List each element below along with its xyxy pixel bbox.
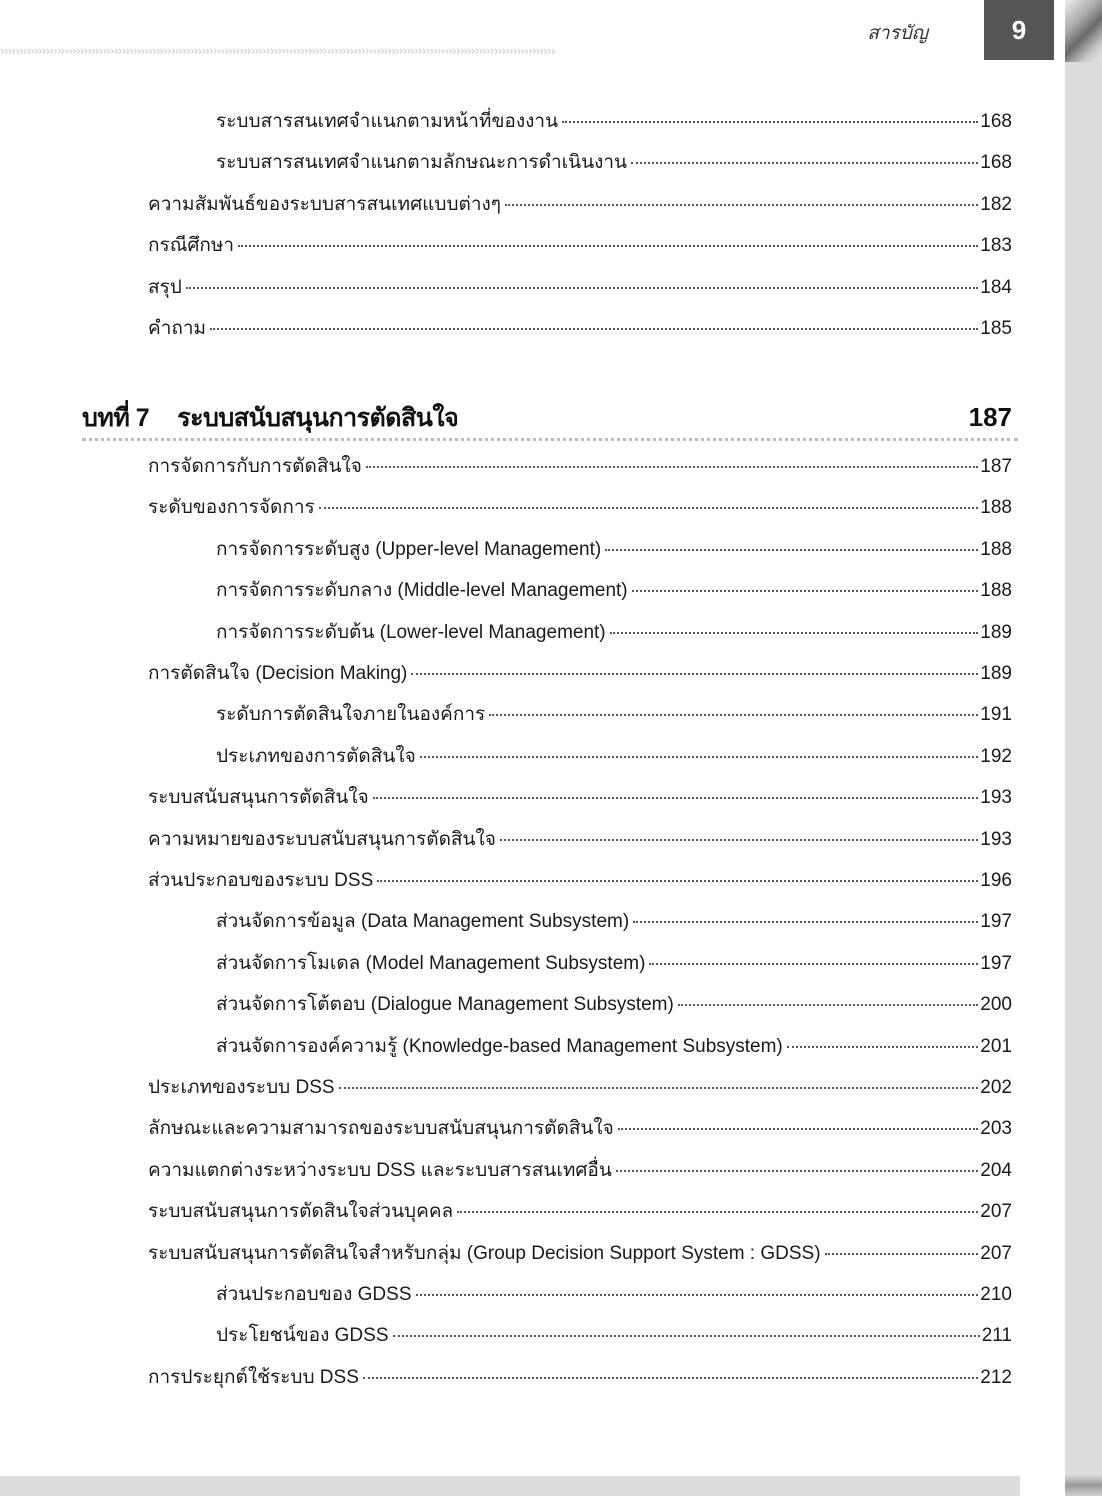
- toc-entry-label: ระบบสนับสนุนการตัดสินใจส่วนบุคคล: [148, 1201, 454, 1223]
- toc-entry-page: 210: [980, 1284, 1012, 1305]
- toc-dot-leader: [632, 590, 979, 592]
- toc-dot-leader: [505, 204, 978, 206]
- toc-entry-label: ส่วนประกอบของ GDSS: [216, 1284, 412, 1305]
- toc-entry-label: ความหมายของระบบสนับสนุนการตัดสินใจ: [148, 828, 496, 850]
- toc-entry: [148, 824, 1012, 852]
- toc-entry-page: 204: [980, 1159, 1012, 1181]
- toc-entry-label: การตัดสินใจ (Decision Making): [148, 663, 408, 684]
- toc-entry-page: 203: [980, 1118, 1012, 1140]
- toc-entry-page: 197: [980, 952, 1012, 974]
- toc-entry-label: การจัดการระดับต้น (Lower-level Management): [216, 621, 606, 643]
- toc-entry: [148, 492, 1012, 520]
- toc-entry-page: 182: [980, 193, 1012, 215]
- toc-entry-label: ระดับของการจัดการ: [148, 497, 315, 519]
- toc-entry-label: ระบบสนับสนุนการตัดสินใจสำหรับกลุ่ม (Group Decision Support System : GDSS): [148, 1242, 821, 1264]
- chapter-page: 187: [968, 402, 1012, 432]
- toc-entry-label: ส่วนจัดการโมเดล (Model Management Subsystem): [216, 952, 646, 974]
- toc-entry: [148, 230, 1012, 258]
- page-edge-strip: [1065, 0, 1102, 1496]
- bottom-bar: [0, 1476, 1020, 1496]
- toc-entry-page: 185: [980, 318, 1012, 339]
- toc-entry-page: 168: [980, 152, 1012, 174]
- toc-entry: [148, 865, 1012, 893]
- toc-entry-page: 188: [980, 538, 1012, 560]
- toc-entry-page: 196: [980, 870, 1012, 891]
- toc-dot-leader: [416, 1294, 979, 1296]
- toc-entry-label: ระบบสารสนเทศจำแนกตามหน้าที่ของงาน: [216, 111, 559, 132]
- header-chevron-divider: ››››››››››››››››››››››››››››››››››››››››››››››››››››››››››››››››››››››››››››››››››››››››››››››››››››››››››››››››››››››››››››››››››››››››››››››››››: [0, 44, 555, 58]
- toc-entry-label: ความสัมพันธ์ของระบบสารสนเทศแบบต่างๆ: [148, 193, 502, 215]
- toc-entry-label: ประเภทของระบบ DSS: [148, 1077, 335, 1098]
- toc-dot-leader: [411, 673, 978, 675]
- toc-dot-leader: [238, 245, 978, 247]
- toc-entry: [148, 451, 1012, 479]
- toc-entry: [148, 1238, 1012, 1266]
- toc-dot-leader: [616, 1170, 978, 1172]
- toc-dot-leader: [787, 1046, 979, 1048]
- toc-entry-label: ส่วนจัดการโต้ตอบ (Dialogue Management Subsystem): [216, 994, 674, 1016]
- toc-entry: [216, 534, 1012, 562]
- chapter-dotted-rule: [82, 434, 1018, 441]
- toc-entry-page: 192: [980, 745, 1012, 767]
- toc-dot-leader: [610, 632, 979, 634]
- toc-entry: [148, 782, 1012, 810]
- toc-entry-label: ส่วนประกอบของระบบ DSS: [148, 870, 374, 891]
- toc-dot-leader: [825, 1253, 979, 1255]
- toc-dot-leader: [393, 1335, 980, 1337]
- toc-entry-page: 168: [980, 111, 1012, 132]
- toc-entry: [148, 313, 1012, 341]
- toc-entry: [148, 189, 1012, 217]
- toc-entry-page: 191: [980, 704, 1012, 726]
- toc-entry: [216, 741, 1012, 769]
- toc-entry: [148, 272, 1012, 300]
- toc-dot-leader: [363, 1377, 978, 1379]
- toc-entry-page: 207: [980, 1242, 1012, 1264]
- toc-entry: [216, 699, 1012, 727]
- toc-entry-label: การจัดการระดับกลาง (Middle-level Management): [216, 580, 628, 602]
- toc-dot-leader: [319, 507, 979, 509]
- toc-dot-leader: [631, 162, 978, 164]
- toc-entry-label: สรุป: [148, 276, 182, 298]
- chapter-heading: [82, 398, 1012, 434]
- toc-entry-label: ระบบสารสนเทศจำแนกตามลักษณะการดำเนินงาน: [216, 152, 628, 174]
- toc-entry-label: คำถาม: [148, 318, 207, 339]
- toc-entry: [216, 1320, 1012, 1348]
- chapter-number: บทที่ 7: [82, 404, 150, 432]
- toc-entry: [216, 906, 1012, 934]
- toc-entry-page: 200: [980, 994, 1012, 1016]
- toc-entry: [216, 1279, 1012, 1307]
- toc-entry: [148, 1155, 1012, 1183]
- toc-dot-leader: [366, 466, 978, 468]
- toc-entry-page: 197: [980, 911, 1012, 933]
- toc-entry-page: 193: [980, 787, 1012, 809]
- toc-entry: [216, 617, 1012, 645]
- toc-entry-page: 189: [980, 621, 1012, 643]
- toc-entry-label: ระบบสนับสนุนการตัดสินใจ: [148, 787, 369, 809]
- toc-entry-page: 193: [980, 828, 1012, 850]
- toc-entry: [216, 989, 1012, 1017]
- toc-dot-leader: [420, 756, 979, 758]
- toc-dot-leader: [618, 1128, 978, 1130]
- toc-entry: [216, 948, 1012, 976]
- toc-dot-leader: [373, 797, 978, 799]
- toc-entry: [148, 1196, 1012, 1224]
- toc-entry: [148, 1362, 1012, 1390]
- toc-entry: [216, 147, 1012, 175]
- chapter-title: ระบบสนับสนุนการตัดสินใจ: [177, 404, 459, 432]
- toc-entry-label: ระดับการตัดสินใจภายในองค์การ: [216, 704, 486, 726]
- toc-entry-page: 202: [980, 1077, 1012, 1098]
- toc-entry-label: ส่วนจัดการองค์ความรู้ (Knowledge-based Management Subsystem): [216, 1035, 783, 1057]
- toc-entry-label: การจัดการระดับสูง (Upper-level Management): [216, 538, 602, 560]
- toc-entry-label: ประโยชน์ของ GDSS: [216, 1325, 389, 1347]
- toc-dot-leader: [678, 1004, 978, 1006]
- toc-dot-leader: [489, 714, 978, 716]
- toc-entry-label: ความแตกต่างระหว่างระบบ DSS และระบบสารสนเทศอื่น: [148, 1159, 612, 1181]
- toc-dot-leader: [562, 121, 978, 123]
- toc-entry-page: 207: [980, 1201, 1012, 1223]
- toc-entry-label: การประยุกต์ใช้ระบบ DSS: [148, 1366, 359, 1388]
- toc-entry-page: 211: [981, 1325, 1012, 1347]
- toc-entry-label: การจัดการกับการตัดสินใจ: [148, 456, 362, 477]
- header-section-title: สารบัญ: [867, 22, 928, 44]
- toc-entry: [148, 1113, 1012, 1141]
- toc-dot-leader: [457, 1211, 978, 1213]
- toc-entry: [148, 1072, 1012, 1100]
- edge-photo-decoration: [1065, 0, 1102, 62]
- toc-entry-page: 212: [980, 1366, 1012, 1388]
- toc-dot-leader: [649, 963, 978, 965]
- toc-dot-leader: [339, 1087, 979, 1089]
- toc-entry-page: 201: [980, 1035, 1012, 1057]
- toc-dot-leader: [210, 328, 978, 330]
- toc-entry: [216, 106, 1012, 134]
- page-number-box: [984, 0, 1054, 60]
- toc-entry: [148, 658, 1012, 686]
- toc-entry-page: 188: [980, 497, 1012, 519]
- toc-entry-page: 183: [980, 235, 1012, 257]
- edge-photo-decoration-bottom: [1065, 1474, 1102, 1496]
- toc-entry-label: กรณีศึกษา: [148, 235, 235, 257]
- toc-entry-label: ส่วนจัดการข้อมูล (Data Management Subsystem): [216, 911, 630, 933]
- toc-entry-page: 187: [980, 456, 1012, 477]
- toc-entry-page: 189: [980, 663, 1012, 684]
- toc-entry: [216, 575, 1012, 603]
- page-number: 9: [1011, 14, 1027, 45]
- toc-entry-page: 188: [980, 580, 1012, 602]
- toc-dot-leader: [633, 921, 978, 923]
- toc-entry-label: ประเภทของการตัดสินใจ: [216, 745, 416, 767]
- toc-entry-label: ลักษณะและความสามารถของระบบสนับสนุนการตัดสินใจ: [148, 1118, 614, 1140]
- toc-entry-page: 184: [980, 276, 1012, 298]
- toc-dot-leader: [605, 549, 978, 551]
- toc-dot-leader: [377, 880, 978, 882]
- toc-dot-leader: [186, 287, 978, 289]
- toc-entry: [216, 1031, 1012, 1059]
- toc-dot-leader: [500, 839, 978, 841]
